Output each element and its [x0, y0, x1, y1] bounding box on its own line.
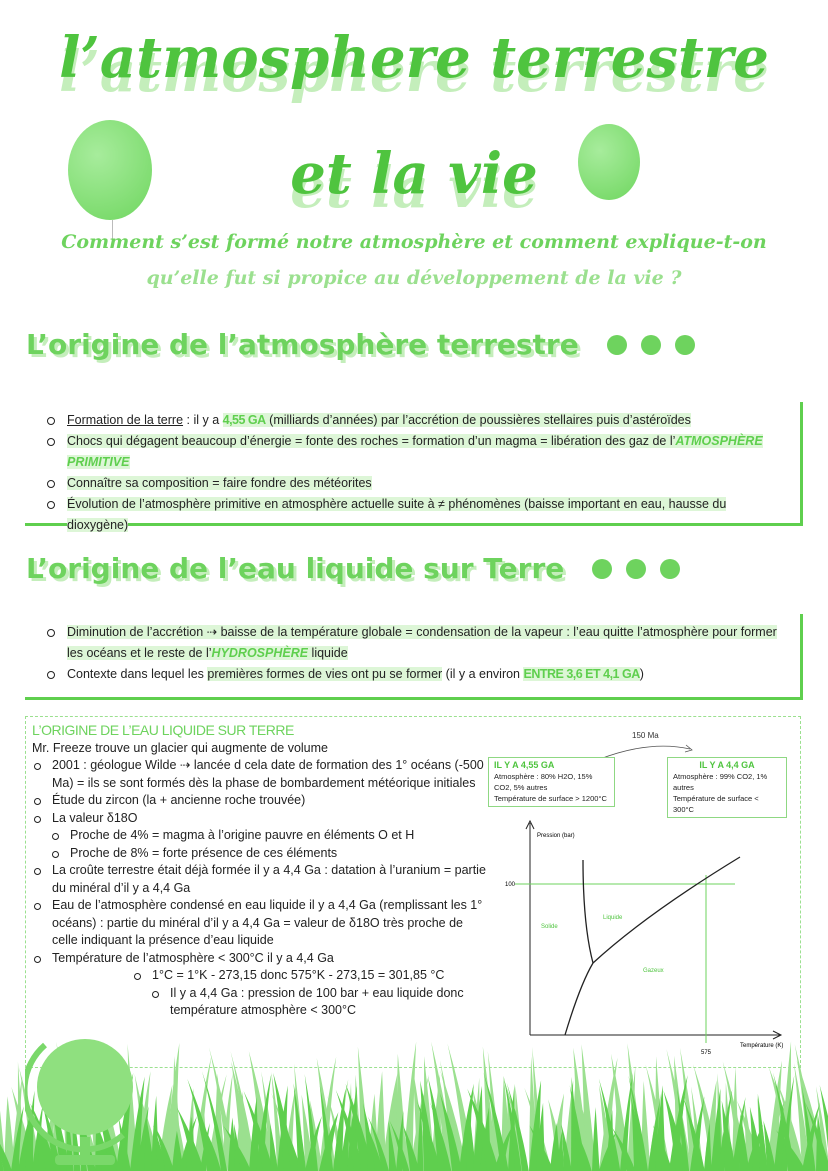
- list-item: La valeur δ18O: [32, 810, 492, 828]
- box-title: IL Y A 4,55 GA: [494, 760, 555, 770]
- timeline-label: 150 Ma: [632, 731, 659, 740]
- list-item: Étude du zircon (la + ancienne roche trouvée): [32, 792, 492, 810]
- list-item: 2001 : géologue Wilde ⇢ lancée d cela date de formation des 1° océans (-500 Ma) = ils se sont formés dès la phase de bombardement météorique initiales: [32, 757, 492, 792]
- box-line: Température de surface > 1200°C: [494, 794, 607, 803]
- list-item: [45, 410, 780, 431]
- list-item: 1°C = 1°K - 273,15 donc 575°K - 273,15 = 301,85 °C: [132, 967, 492, 985]
- phase-diagram: [495, 815, 795, 1060]
- list-item: Température de l’atmosphère < 300°C il y a 4,4 Ga: [32, 950, 492, 968]
- item-text: liquide: [308, 646, 348, 660]
- notes-intro: Mr. Freeze trouve un glacier qui augmente de volume: [32, 740, 328, 755]
- item-keyword: HYDROSPHÈRE: [211, 646, 309, 660]
- item-text: Contexte dans lequel les: [67, 667, 208, 681]
- section-heading-water-row: [26, 552, 680, 585]
- region-solid: Solide: [541, 924, 558, 930]
- section-box-atmosphere: [25, 402, 803, 532]
- subtitle-line-1: Comment s’est formé notre atmosphère et comment explique-t-on: [61, 231, 767, 253]
- timeline-box-4-55: [488, 757, 615, 807]
- item-text: ): [639, 667, 644, 681]
- region-liquid: Liquide: [603, 915, 623, 921]
- decorative-dots: [607, 335, 695, 355]
- fusion-curve: [583, 860, 593, 963]
- grass-blade: [592, 1107, 600, 1171]
- list-item: [45, 664, 780, 685]
- list-item: [45, 431, 780, 473]
- section-heading-atmosphere-row: [26, 328, 695, 361]
- section-heading-atmosphere: L’origine de l’atmosphère terrestre: [26, 328, 579, 361]
- section-box-water: [25, 614, 803, 700]
- decorative-dots: [592, 559, 680, 579]
- list-item: Proche de 8% = forte présence de ces éléments: [50, 845, 492, 863]
- section-heading-water: L’origine de l’eau liquide sur Terre: [26, 552, 565, 585]
- notes: [32, 722, 492, 1020]
- item-text: Chocs qui dégagent beaucoup d’énergie = fonte des roches = formation d’un magma = libération des gaz de l’: [67, 434, 676, 448]
- timeline-box-4-4: [667, 757, 787, 818]
- item-text: suite à ≠ phénomènes (baisse important en eau, hausse du dioxygène): [67, 497, 727, 532]
- item-text: (milliards d’années) par l’accrétion de poussières stellaires puis d’astéroïdes: [265, 413, 691, 427]
- item-hand-date: ENTRE 3,6 ET 4,1 GA: [523, 667, 640, 681]
- region-gas: Gazeux: [643, 968, 664, 974]
- item-text: Évolution de l’atmosphère primitive en atmosphère actuelle: [67, 497, 395, 511]
- globe-icon: [25, 1025, 155, 1171]
- x-tick: 575: [701, 1050, 712, 1056]
- item-keyword: ATMOSPHÈRE PRIMITIVE: [67, 434, 763, 469]
- notes-title: L’ORIGINE DE L’EAU LIQUIDE SUR TERRE: [32, 722, 294, 738]
- item-text: Diminution de l’accrétion ⇢ baisse de la température globale = condensation de la vapeur: [67, 625, 563, 639]
- item-text: (il y a environ: [442, 667, 524, 681]
- item-text: : il y a: [183, 413, 223, 427]
- y-axis-label: Pression (bar): [537, 833, 575, 839]
- list-item: [45, 473, 780, 494]
- x-axis-label: Température (K): [740, 1043, 784, 1049]
- item-hand-date: 4,55 GA: [222, 413, 266, 427]
- box-line: Atmosphère : 99% CO2, 1% autres: [673, 772, 768, 792]
- subtitle: [0, 224, 828, 296]
- item-underlined: Formation de la terre: [67, 413, 184, 427]
- list-item: Il y a 4,4 Ga : pression de 100 bar + eau liquide donc température atmosphère < 300°C: [150, 985, 492, 1020]
- list-item: Eau de l’atmosphère condensé en eau liquide il y a 4,4 Ga (remplissant les 1° océans) : partie du minéral d’il y a 4,4 Ga = valeur de δ18O très proche de celle indiquant la présence d’eau liquide: [32, 897, 492, 950]
- item-text: premières formes de vies ont pu se former: [207, 667, 443, 681]
- list-item: [45, 622, 780, 664]
- box-title: IL Y A 4,4 GA: [699, 760, 755, 770]
- box-line: Atmosphère : 80% H2O, 15% CO2, 5% autres: [494, 772, 593, 792]
- y-tick: 100: [505, 882, 516, 888]
- list-item: [45, 494, 780, 536]
- title-line-2: et la vie: [290, 141, 538, 207]
- subtitle-line-2: qu’elle fut si propice au développement de la vie ?: [146, 267, 682, 289]
- title-line-1: l’atmosphere terrestre: [59, 25, 769, 91]
- box-line: Température de surface < 300°C: [673, 794, 759, 814]
- item-text: : l’eau quitte l’atmosphère pour former les océans et le reste de l’: [67, 625, 777, 660]
- list-item: La croûte terrestre était déjà formée il y a 4,4 Ga : datation à l’uranium = partie du minéral d’il y a 4,4 Ga: [32, 862, 492, 897]
- item-text: Connaître sa composition = faire fondre des météorites: [67, 476, 372, 490]
- list-item: Proche de 4% = magma à l’origine pauvre en éléments O et H: [50, 827, 492, 845]
